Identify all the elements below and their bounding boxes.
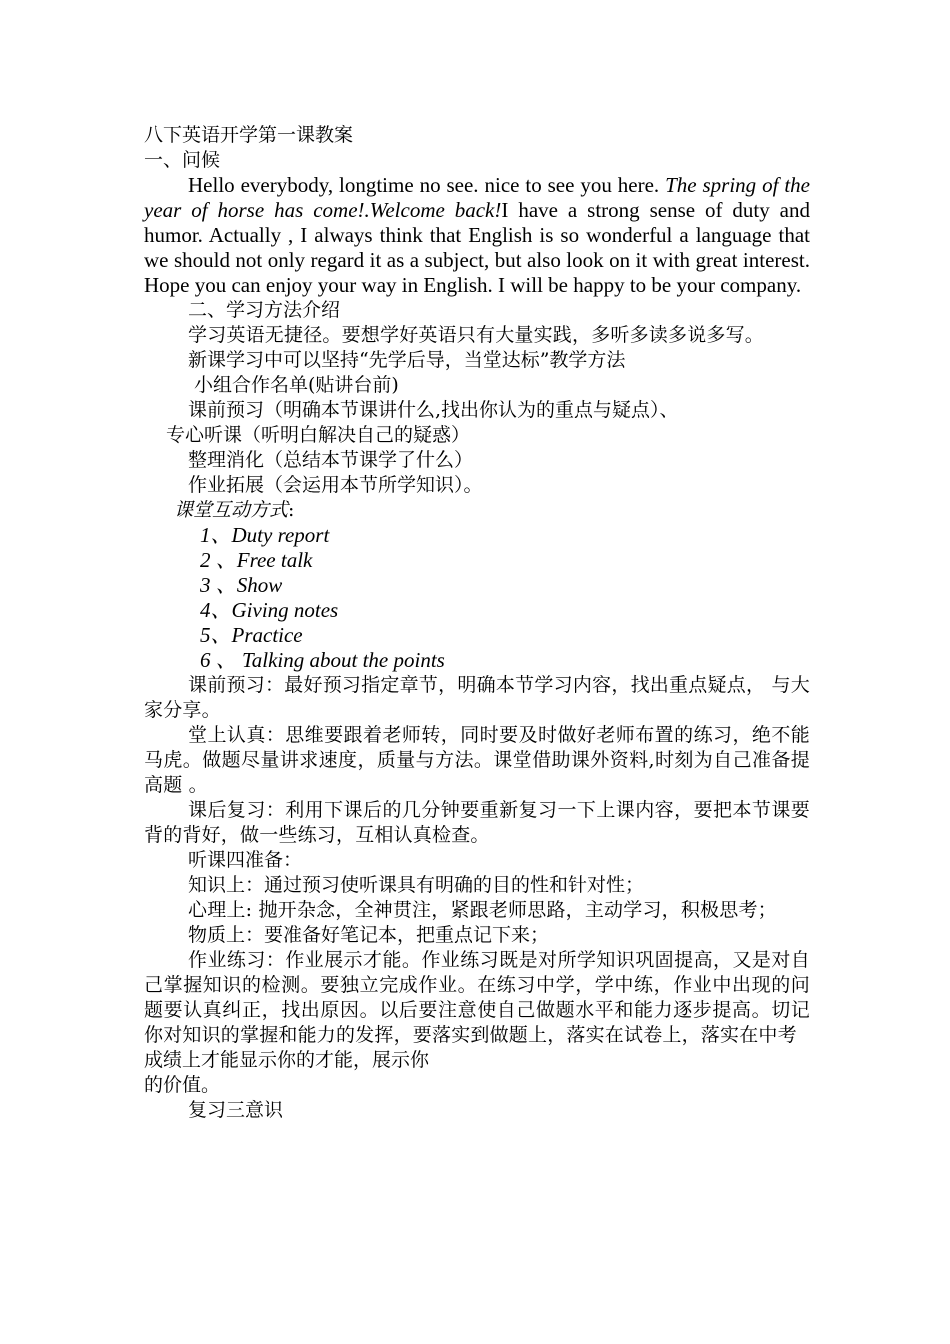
greeting-text-spring: The spring of the year of horse has come!. bbox=[144, 173, 810, 222]
greeting-text-2: I have a strong sense of duty and humor. Actually , I always think that English is so wonderful a language that we should not only regard it as a subject, but also look on it with great interest. Hope you can enjoy your way in English. I will be happy to be your company. bbox=[144, 198, 811, 297]
interaction-item: 6 、 Talking about the points bbox=[200, 648, 445, 672]
method-paragraph-3: 小组合作名单(贴讲台前) bbox=[194, 374, 399, 396]
tip-review: 课后复习：利用下课后的几分钟要重新复习一下上课内容，要把本节课要背的背好，做一些练习，互相认真检查。 bbox=[144, 799, 810, 846]
interaction-heading: 课堂互动方式 bbox=[174, 499, 289, 521]
interaction-heading-line bbox=[144, 498, 810, 523]
method-paragraph-2: 新课学习中可以坚持“先学后导，当堂达标”教学方法 bbox=[188, 349, 626, 371]
document-body bbox=[144, 123, 810, 1123]
review-heading: 复习三意识 bbox=[188, 1099, 284, 1121]
interaction-item: 3 、Show bbox=[200, 573, 283, 597]
interaction-colon: : bbox=[288, 499, 295, 521]
document-title: 八下英语开学第一课教案 bbox=[144, 124, 354, 146]
prep-knowledge: 知识上：通过预习使听课具有明确的目的性和针对性； bbox=[188, 874, 645, 896]
method-paragraph-5: 专心听课（听明白解决自己的疑惑） bbox=[166, 424, 471, 446]
section-heading-method: 二、学习方法介绍 bbox=[188, 299, 341, 321]
tip-class: 堂上认真：思维要跟着老师转，同时要及时做好老师布置的练习，绝不能马虎。做题尽量讲求速度，质量与方法。课堂借助课外资料,时刻为自己准备提高题 。 bbox=[144, 724, 810, 796]
prep-material: 物质上：要准备好笔记本，把重点记下来； bbox=[188, 924, 550, 946]
interaction-item: 1、Duty report bbox=[200, 523, 330, 547]
method-paragraph-7: 作业拓展（会运用本节所学知识）。 bbox=[188, 474, 483, 496]
prep-heading: 听课四准备： bbox=[188, 849, 303, 871]
section-heading-greeting: 一、问候 bbox=[144, 149, 221, 171]
greeting-text-1: Hello everybody, longtime no see. nice to see you here. bbox=[188, 173, 660, 197]
interaction-item: 2 、Free talk bbox=[200, 548, 313, 572]
greeting-paragraph bbox=[144, 173, 810, 298]
method-paragraph-6: 整理消化（总结本节课学了什么） bbox=[188, 449, 474, 471]
method-paragraph-4: 课前预习（明确本节课讲什么,找出你认为的重点与疑点）、 bbox=[188, 399, 679, 421]
interaction-item: 5、Practice bbox=[200, 623, 303, 647]
interaction-item: 4、Giving notes bbox=[200, 598, 339, 622]
prep-mind: 心理上: 抛开杂念，全神贯注，紧跟老师思路，主动学习，积极思考； bbox=[188, 899, 777, 921]
homework-paragraph: 作业练习：作业展示才能。作业练习既是对所学知识巩固提高，又是对自己掌握知识的检测。要独立完成作业。在练习中学，学中练，作业中出现的问题要认真纠正，找出原因。以后要注意使自己做题水平和能力逐步提高。切记你对知识的掌握和能力的发挥，要落实到做题上，落实在试卷上，落实在中考 bbox=[144, 949, 810, 1046]
greeting-text-welcome: Welcome back! bbox=[369, 198, 502, 222]
homework-line-2: 成绩上才能显示你的才能，展示你 bbox=[144, 1049, 430, 1071]
homework-line-3: 的价值。 bbox=[144, 1074, 221, 1096]
method-paragraph-1: 学习英语无捷径。要想学好英语只有大量实践，多听多读多说多写。 bbox=[188, 324, 765, 346]
tip-preview: 课前预习：最好预习指定章节，明确本节学习内容，找出重点疑点， 与大家分享。 bbox=[144, 674, 810, 721]
